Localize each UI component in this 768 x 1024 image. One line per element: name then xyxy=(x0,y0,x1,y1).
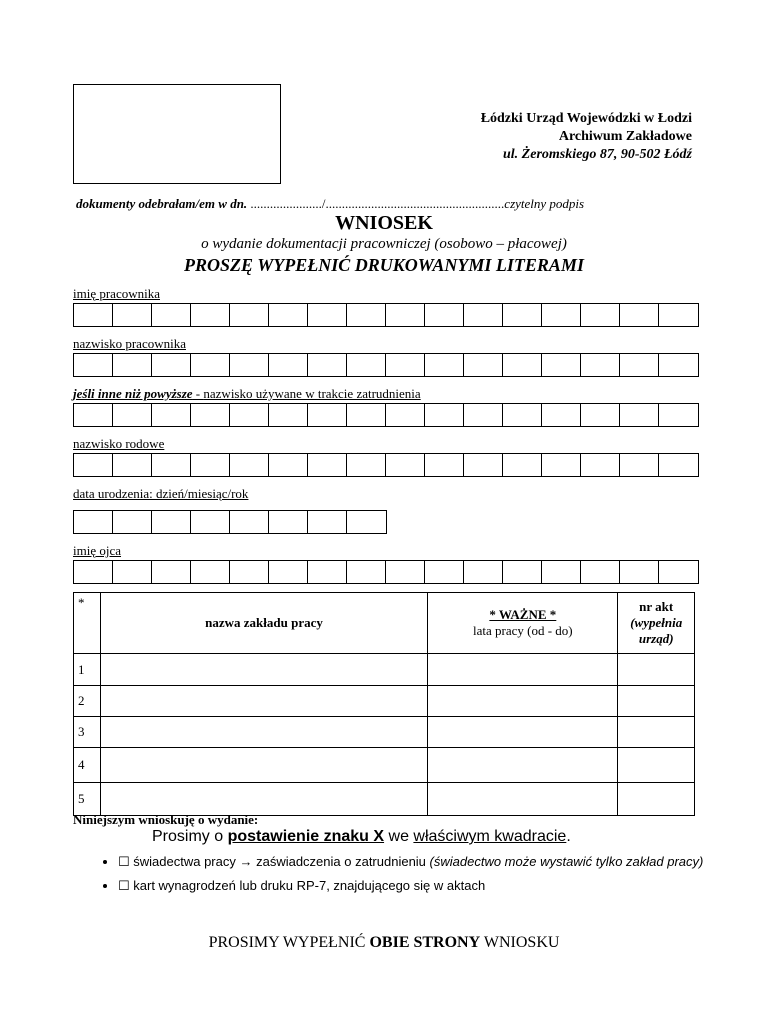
office-address xyxy=(481,110,692,164)
address-line-3: ul. Żeromskiego 87, 90-502 Łódź xyxy=(503,147,692,162)
header-star: * xyxy=(74,593,101,654)
instr-bold: postawienie znaku X xyxy=(227,828,385,845)
nrakt-label: nr akt xyxy=(639,599,674,614)
instr-pre: Prosimy o xyxy=(152,828,228,845)
footer-pre: PROSIMY WYPEŁNIĆ xyxy=(208,934,370,951)
option-salary-cards[interactable] xyxy=(118,876,718,896)
row-number: 3 xyxy=(74,717,101,748)
employer-cell[interactable] xyxy=(100,686,427,717)
maiden-name-label: nazwisko rodowe xyxy=(73,436,165,451)
nrakt-cell xyxy=(618,717,695,748)
other-name-text: nazwisko używane w trakcie zatrudnienia xyxy=(203,386,421,401)
table-row xyxy=(74,783,695,816)
address-line-1: Łódzki Urząd Wojewódzki w Łodzi xyxy=(480,111,692,126)
request-heading: Niniejszym wnioskuję o wydanie: xyxy=(73,812,259,827)
footer-post: WNIOSKU xyxy=(480,934,560,951)
footer-note xyxy=(0,934,768,952)
stamp-box xyxy=(73,84,281,184)
header-nrakt xyxy=(618,593,695,654)
row-number: 5 xyxy=(74,783,101,816)
header-employer: nazwa zakładu pracy xyxy=(100,593,427,654)
other-name-prefix: jeśli inne niż powyższe xyxy=(73,386,193,401)
employer-cell[interactable] xyxy=(100,783,427,816)
row-number: 1 xyxy=(74,654,101,686)
maiden-name-boxes[interactable] xyxy=(73,453,699,477)
mark-instruction xyxy=(152,828,571,846)
address-line-2: Archiwum Zakładowe xyxy=(558,129,692,144)
header-years xyxy=(428,593,618,654)
signature-label: czytelny podpis xyxy=(504,196,585,211)
father-name-boxes[interactable] xyxy=(73,560,699,584)
received-dots: ....................../....................................................... xyxy=(247,196,505,211)
employer-cell[interactable] xyxy=(100,654,427,686)
table-row xyxy=(74,748,695,783)
years-label: lata pracy (od - do) xyxy=(473,623,573,638)
table-row xyxy=(74,717,695,748)
option-work-certificate[interactable] xyxy=(118,852,718,872)
birth-date-label: data urodzenia: dzień/miesiąc/rok xyxy=(73,486,249,501)
received-line xyxy=(76,196,584,212)
instr-underlined: właściwym kwadracie xyxy=(413,828,567,845)
option1-note: (świadectwo może wystawić tylko zakład pracy) xyxy=(429,854,704,869)
years-cell[interactable] xyxy=(428,686,618,717)
fill-instruction: PROSZĘ WYPEŁNIĆ DRUKOWANYMI LITERAMI xyxy=(184,255,584,275)
years-cell[interactable] xyxy=(428,783,618,816)
other-name-boxes[interactable] xyxy=(73,403,699,427)
last-name-boxes[interactable] xyxy=(73,353,699,377)
other-name-label xyxy=(73,386,421,402)
last-name-label: nazwisko pracownika xyxy=(73,336,186,351)
instr-mid: we xyxy=(384,828,414,845)
first-name-label: imię pracownika xyxy=(73,286,160,301)
option2-text: ☐ kart wynagrodzeń lub druku RP-7, znajdującego się w aktach xyxy=(118,878,486,893)
instr-end: . xyxy=(566,828,571,845)
years-cell[interactable] xyxy=(428,748,618,783)
row-number: 4 xyxy=(74,748,101,783)
father-name-label: imię ojca xyxy=(73,543,122,558)
table-row xyxy=(74,686,695,717)
years-cell[interactable] xyxy=(428,717,618,748)
nrakt-cell xyxy=(618,783,695,816)
years-cell[interactable] xyxy=(428,654,618,686)
nrakt-cell xyxy=(618,748,695,783)
received-label: dokumenty odebrałam/em w dn. xyxy=(76,196,248,211)
other-name-separator: - xyxy=(192,386,204,401)
row-number: 2 xyxy=(74,686,101,717)
footer-bold: OBIE STRONY xyxy=(369,934,481,951)
nrakt-cell xyxy=(618,654,695,686)
first-name-boxes[interactable] xyxy=(73,303,699,327)
request-options xyxy=(96,852,718,900)
employer-cell[interactable] xyxy=(100,748,427,783)
table-row xyxy=(74,654,695,686)
employment-table xyxy=(73,592,695,816)
option1-text: ☐ świadectwa pracy → zaświadczenia o zatrudnieniu xyxy=(118,854,430,869)
page-title: WNIOSEK xyxy=(335,212,433,234)
important-note: * WAŻNE * xyxy=(489,607,557,622)
nrakt-note: (wypełnia urząd) xyxy=(630,615,683,646)
birth-date-boxes[interactable] xyxy=(73,510,387,534)
nrakt-cell xyxy=(618,686,695,717)
employer-cell[interactable] xyxy=(100,717,427,748)
page-subtitle: o wydanie dokumentacji pracowniczej (osobowo – płacowej) xyxy=(201,236,567,252)
